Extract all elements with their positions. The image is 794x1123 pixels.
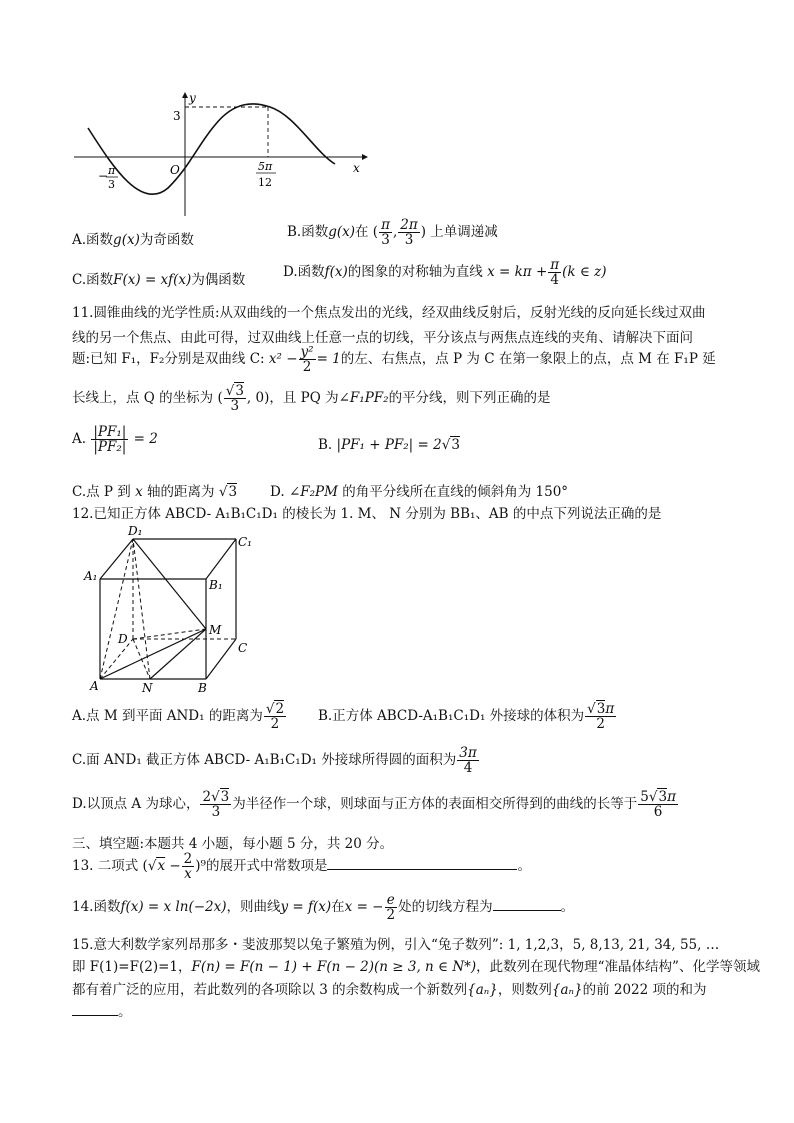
option-d-equation: x = kπ + (487, 264, 548, 281)
fraction-2-x (182, 852, 195, 881)
q13-end: 。 (517, 858, 531, 875)
y-axis-label: y (189, 91, 196, 105)
segment-am (100, 629, 206, 679)
q15-line-2 (72, 955, 760, 975)
option-a-equals: = 2 (133, 431, 158, 448)
q14-at: 在 (331, 899, 345, 916)
option-d-prefix: D.函数 (283, 264, 325, 281)
frac-num: |PF₁| (93, 424, 127, 440)
q14-question: 处的切线方程为 (398, 899, 493, 916)
option-d-prefix: D. (270, 484, 285, 500)
q11-option-a (72, 425, 158, 454)
option-b-equals: = 2 (417, 437, 442, 453)
q15-line-3 (72, 978, 707, 998)
fraction-sqrt3pi-2 (585, 702, 616, 731)
sequence-an: {aₙ} (467, 982, 498, 998)
frac-num: e (385, 893, 398, 908)
fraction-3pi-4 (457, 746, 478, 775)
edge-bc (206, 639, 236, 679)
frac-num: y² (300, 344, 314, 360)
sine-graph-figure (70, 90, 370, 220)
radicand: 3 (451, 437, 460, 453)
vector-sum: |PF₁ + PF₂| (336, 437, 414, 453)
q11-line-4 (72, 384, 551, 413)
q15-question: 的前 2022 项的和为 (582, 982, 707, 998)
frac-num: 5√3π (640, 789, 676, 805)
q12-option-d (72, 790, 679, 819)
segment-ad1 (100, 539, 133, 679)
frac-den: 3 (404, 232, 414, 249)
hyperbola-eq-part2: = 1 (316, 351, 341, 368)
segment-nm (150, 629, 206, 679)
q12-stem: 12.已知正方体 ABCD- A₁B₁C₁D₁ 的棱长为 1. M、 N 分别为 BB₁、AB 的中点下列说法正确的是 (72, 506, 662, 522)
q14-prefix: 14.函数 (72, 899, 121, 916)
x-axis-arrow (362, 154, 368, 160)
minus: − (165, 858, 181, 875)
frac-num: π (550, 257, 560, 273)
label-m: M (209, 623, 222, 637)
option-d-prefix: D.以顶点 A 为球心， (72, 796, 200, 813)
fraction-pi-4 (548, 258, 561, 287)
option-b-function: g(x) (328, 224, 356, 241)
q15-text-3: ，则数列 (497, 982, 552, 998)
q14-x-value: x = − (344, 899, 384, 916)
option-d-function: f(x) (324, 264, 348, 281)
radicand: 2 (275, 701, 285, 717)
q10-option-a (72, 228, 194, 248)
pi-symbol: π (667, 789, 676, 805)
frac-num: 3π (459, 745, 477, 761)
edge-ad (100, 639, 133, 679)
frac-den: 2 (386, 907, 396, 924)
q12-option-c (72, 746, 480, 775)
neg-tick-num: π (108, 164, 116, 177)
label-c1: C₁ (238, 535, 252, 549)
label-n: N (142, 681, 153, 695)
segment-dn (133, 639, 150, 679)
label-a1: A₁ (84, 569, 98, 583)
edge-b1c1 (206, 539, 236, 579)
label-d: D (118, 632, 128, 646)
label-a: A (90, 679, 99, 693)
fraction-sqrt2-2 (264, 702, 286, 731)
segment-d1m (133, 539, 206, 629)
q15-end: 。 (118, 1004, 132, 1020)
q15-text-2: 都有着广泛的应用，若此数列的各项除以 3 的余数构成一个新数列 (72, 982, 468, 998)
q13-prefix: 13. 二项式 ( (72, 858, 148, 875)
option-a-function: g(x) (113, 232, 140, 248)
option-c-function: F(x) = xf(x) (113, 272, 192, 288)
cube-figure (78, 524, 278, 698)
frac-num: 2 (183, 851, 193, 867)
q14-answer-blank[interactable] (493, 910, 561, 911)
pos-tick-num: 5π (258, 160, 273, 173)
option-c-text: 为偶函数 (191, 272, 246, 288)
q11-given: 题:已知 F₁，F₂分别是双曲线 C: (72, 351, 265, 368)
section-3-heading: 三、填空题:本题共 4 小题，每小题 5 分，共 20 分。 (72, 836, 394, 852)
radicand: 3 (228, 484, 238, 500)
radicand: 3 (235, 383, 244, 399)
frac-den: 3 (211, 804, 221, 821)
angle-f1pf2: ∠F₁PF₂ (338, 390, 389, 407)
option-b-text: ) 上单调递减 (420, 224, 498, 241)
option-b-text: B.正方体 ABCD-A₁B₁C₁D₁ 外接球的体积为 (318, 708, 585, 725)
q15-line-1: 15.意大利数学家列昂那多・斐波那契以兔子繁殖为例，引入“兔子数列”: 1, 1,2,3，5, 8,13, 21, 34, 55, … (72, 937, 720, 953)
fraction-pf1-pf2 (91, 425, 128, 454)
radicand: x (157, 858, 166, 875)
frac-den: |PF₂| (93, 439, 127, 456)
option-c-prefix: C.点 P 到 (72, 484, 131, 500)
fraction-sqrt3-3 (224, 384, 246, 413)
q14-function: f(x) = x ln(−2x) (120, 899, 227, 916)
option-d-text: 为半径作一个球，则球面与正方体的表面相交所得到的曲线的长等于 (232, 796, 638, 813)
frac-den: 4 (463, 760, 473, 777)
origin-label: O (170, 163, 180, 177)
q11-line-2: 线的另一个焦点、由此可得，过双曲线上任意一点的切线，平分该点与两焦点连线的夹角、请解决下面问 (72, 330, 693, 346)
q15-text: ，此数列在现代物理“准晶体结构”、化学等领域 (476, 959, 760, 975)
q13-question: 的展开式中常数项是 (205, 858, 328, 875)
radicand: 3 (596, 701, 606, 717)
option-b-label: B. (318, 437, 333, 453)
q10-option-b: B.函数g(x)在 ( $\frac{\pi}{3}$ , $\frac{2\pi}{3}$ ) 上单调递减 (287, 217, 498, 249)
option-a-text: A.点 M 到平面 AND₁ 的距离为 (72, 708, 263, 725)
label-b1: B₁ (209, 578, 223, 592)
q11-point-q: 长线上，点 Q 的坐标为 ( (72, 390, 223, 407)
frac-den: 4 (550, 272, 559, 289)
option-b-prefix: B.函数 (287, 224, 329, 241)
frac-num: π (381, 217, 390, 233)
fraction-e-2 (385, 893, 398, 922)
frac-den: x (184, 866, 192, 883)
q11-pq: , 0)，且 PQ 为 (246, 390, 339, 407)
fraction-2sqrt3-3 (200, 790, 231, 819)
pi-symbol: π (605, 701, 615, 717)
option-a-prefix: A.函数 (72, 232, 114, 248)
q11-line-3 (72, 345, 716, 374)
q15-initial: 即 F(1)=F(2)=1， (72, 959, 192, 975)
exponent: )⁹ (195, 858, 206, 875)
q13: 13. 二项式 (√x − $\frac{2}{x}$ )⁹的展开式中常数项是 。 (72, 851, 531, 883)
q11-option-c: C.点 P 到 x 轴的距离为 √3 (72, 484, 238, 500)
q13-answer-blank[interactable] (327, 869, 517, 870)
coefficient: 2 (202, 789, 212, 805)
option-a-text: 为奇函数 (139, 232, 194, 248)
q12-option-a (72, 702, 287, 731)
q11-option-b: B. |PF₁ + PF₂| = 2√3 (318, 437, 460, 453)
radicand: 3 (658, 789, 668, 805)
q11-option-d (270, 480, 568, 500)
frac-den: 2 (270, 716, 280, 733)
radicand: 3 (220, 789, 230, 805)
q14-text: ，则曲线 (226, 899, 281, 916)
frac-num: √3 (225, 383, 244, 399)
sequence-an: {aₙ} (551, 982, 583, 998)
frac-num: 2√3 (202, 789, 230, 805)
neg-tick-den: 3 (108, 178, 115, 191)
frac-den: 2 (302, 359, 312, 376)
y-axis-arrow (182, 92, 188, 98)
y-max-label: 3 (173, 109, 181, 123)
coefficient: 5 (640, 789, 649, 805)
frac-den: 6 (653, 804, 663, 821)
option-d-condition: (k ∈ z) (562, 264, 607, 281)
option-c-prefix: C.函数 (72, 272, 114, 288)
option-a-label: A. (72, 431, 87, 448)
q15-answer-blank[interactable] (72, 1015, 118, 1016)
sine-curve (88, 104, 335, 194)
frac-den: 2 (596, 716, 605, 733)
neg-tick-sign: − (98, 169, 109, 183)
frac-num: √2 (265, 701, 285, 717)
frac-num: √3π (587, 701, 615, 717)
fraction-2pi-3 (398, 218, 419, 247)
label-c: C (238, 641, 248, 655)
q10-option-c (72, 268, 245, 288)
option-c-text: 轴的距离为 (147, 484, 215, 500)
q14 (72, 893, 574, 922)
fraction-y2-2 (299, 345, 316, 374)
q11-line-1: 11.圆锥曲线的光学性质:从双曲线的一个焦点发出的光线，经双曲线反射后，反射光线的反向延长线过双曲 (72, 305, 706, 321)
fraction-pi-3 (379, 218, 392, 247)
label-b: B (198, 681, 207, 695)
frac-den: 3 (381, 232, 390, 249)
frac-num: 2π (400, 217, 418, 233)
option-b-interval-open: 在 ( (355, 224, 379, 241)
pos-tick-den: 12 (258, 176, 272, 189)
segment-nd1 (133, 539, 150, 679)
q12-option-b (318, 702, 617, 731)
option-d-text: 的图象的对称轴为直线 (347, 264, 483, 281)
fraction-5sqrt3pi-6 (638, 790, 678, 819)
angle-f2pm: ∠F₂PM (288, 484, 338, 500)
q14-curve: y = f(x) (280, 899, 332, 916)
q11-given-rest: 的左、右焦点，点 P 为 C 在第一象限上的点，点 M 在 F₁P 延 (340, 351, 716, 368)
option-c-text: C.面 AND₁ 截正方体 ABCD- A₁B₁C₁D₁ 外接球所得圆的面积为 (72, 752, 457, 769)
q11-question: 的平分线，则下列正确的是 (388, 390, 551, 407)
q15-recurrence: F(n) = F(n − 1) + F(n − 2)(n ≥ 3, n ∈ N*) (191, 959, 477, 975)
label-d1: D₁ (128, 524, 143, 538)
hyperbola-eq-part1: x² − (268, 351, 298, 368)
option-d-text: 的角平分线所在直线的倾斜角为 150° (342, 484, 569, 500)
x-var: x (135, 484, 143, 500)
x-axis-label: x (353, 161, 360, 175)
frac-den: 3 (230, 398, 240, 415)
q14-end: 。 (560, 899, 575, 916)
edge-a1d1 (100, 539, 133, 579)
q15-line-4 (72, 1000, 132, 1020)
q10-option-d (283, 258, 607, 287)
